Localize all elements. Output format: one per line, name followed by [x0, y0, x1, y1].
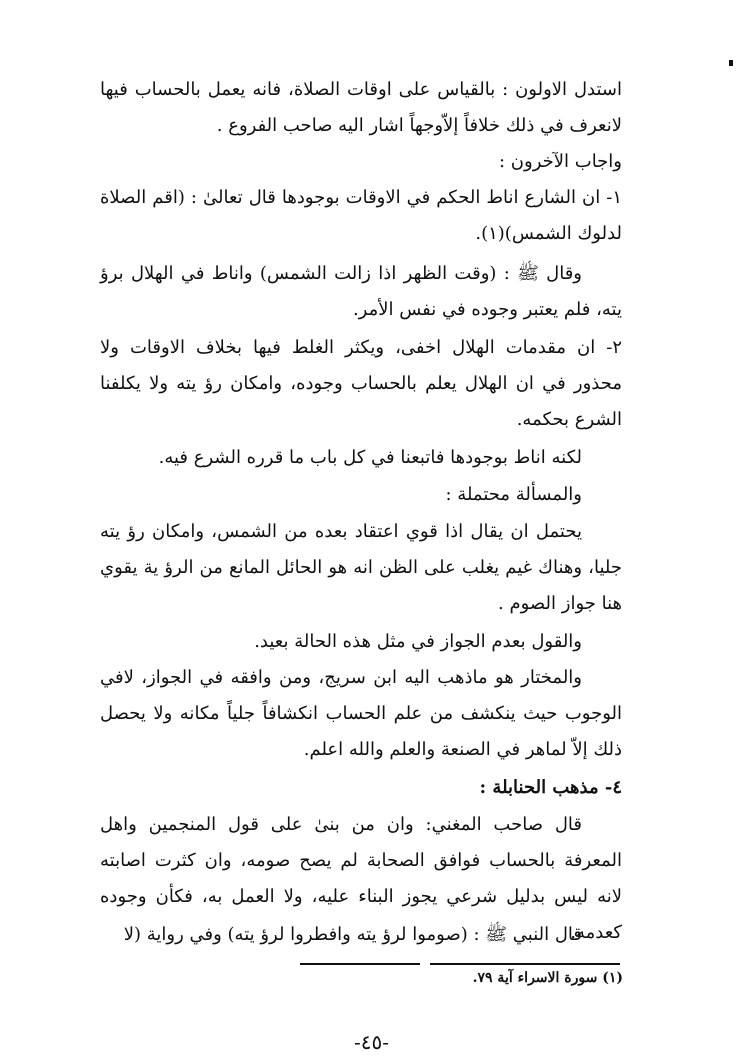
paragraph: ٢- ان مقدمات الهلال اخفى، ويكثر الغلط فيها بخلاف الاوقات ولا محذور في ان الهلال يعلم بالحساب وجوده، وامكان رؤ يته ولا يكلفنا الشرع بحكمه.: [100, 337, 622, 430]
footnote-separator: [300, 963, 420, 965]
paragraph: استدل الاولون : بالقياس على اوقات الصلاة، فانه يعمل بالحساب فيها لانعرف في ذلك خلافاً إلاّوجهاً اشار اليه صاحب الفروع .: [100, 79, 622, 136]
paragraph: ١- ان الشارع اناط الحكم في الاوقات بوجودها قال تعالىٰ : (اقم الصلاة لدلوك الشمس)(١).: [100, 187, 622, 244]
paragraph: لكنه اناط بوجودها فاتبعنا في كل باب ما قرره الشرع فيه.: [158, 447, 582, 468]
footnote-separator: [430, 963, 620, 965]
paragraph: والقول بعدم الجواز في مثل هذه الحالة بعيد.: [254, 631, 582, 652]
paragraph: وقال ﷺ : (وقت الظهر اذا زالت الشمس) واناط في الهلال برؤ يته، فلم يعتبر وجوده في نفس الأمر.: [100, 263, 622, 320]
paragraph: قال النبي ﷺ : (صوموا لرؤ يته وافطروا لرؤ يته) وفي رواية (لا: [123, 924, 582, 945]
paragraph: يحتمل ان يقال اذا قوي اعتقاد بعده من الشمس، وامكان رؤ يته جليا، وهناك غيم يغلب على الظن انه هو الحائل المانع من الرؤ ية يقوي هنا جواز الصوم .: [100, 521, 622, 614]
footnote: (١) سورة الاسراء آية ٧٩.: [472, 970, 623, 986]
paragraph: والمسألة محتملة :: [445, 484, 582, 505]
page-number: -٤٥-: [353, 1030, 389, 1054]
margin-mark: [729, 60, 733, 66]
section-heading: ٤- مذهب الحنابلة :: [479, 777, 622, 798]
paragraph: والمختار هو ماذهب اليه ابن سريج، ومن وافقه في الجواز، لافي الوجوب حيث ينكشف من علم الحساب انكشافاً جلياً مكانه ولا يحصل ذلك إلاّ لماهر في الصنعة والعلم والله اعلم.: [100, 667, 622, 760]
paragraph: واجاب الآخرون :: [499, 151, 622, 172]
paragraph: قال صاحب المغني: وان من بنىٰ على قول المنجمين واهل المعرفة بالحساب فوافق الصحابة لم يصح صومه، وان كثرت اصابته لانه ليس بدليل شرعي يجوز البناء عليه، ولا العمل به، فكأن وجوده كعدمه.: [100, 814, 622, 943]
